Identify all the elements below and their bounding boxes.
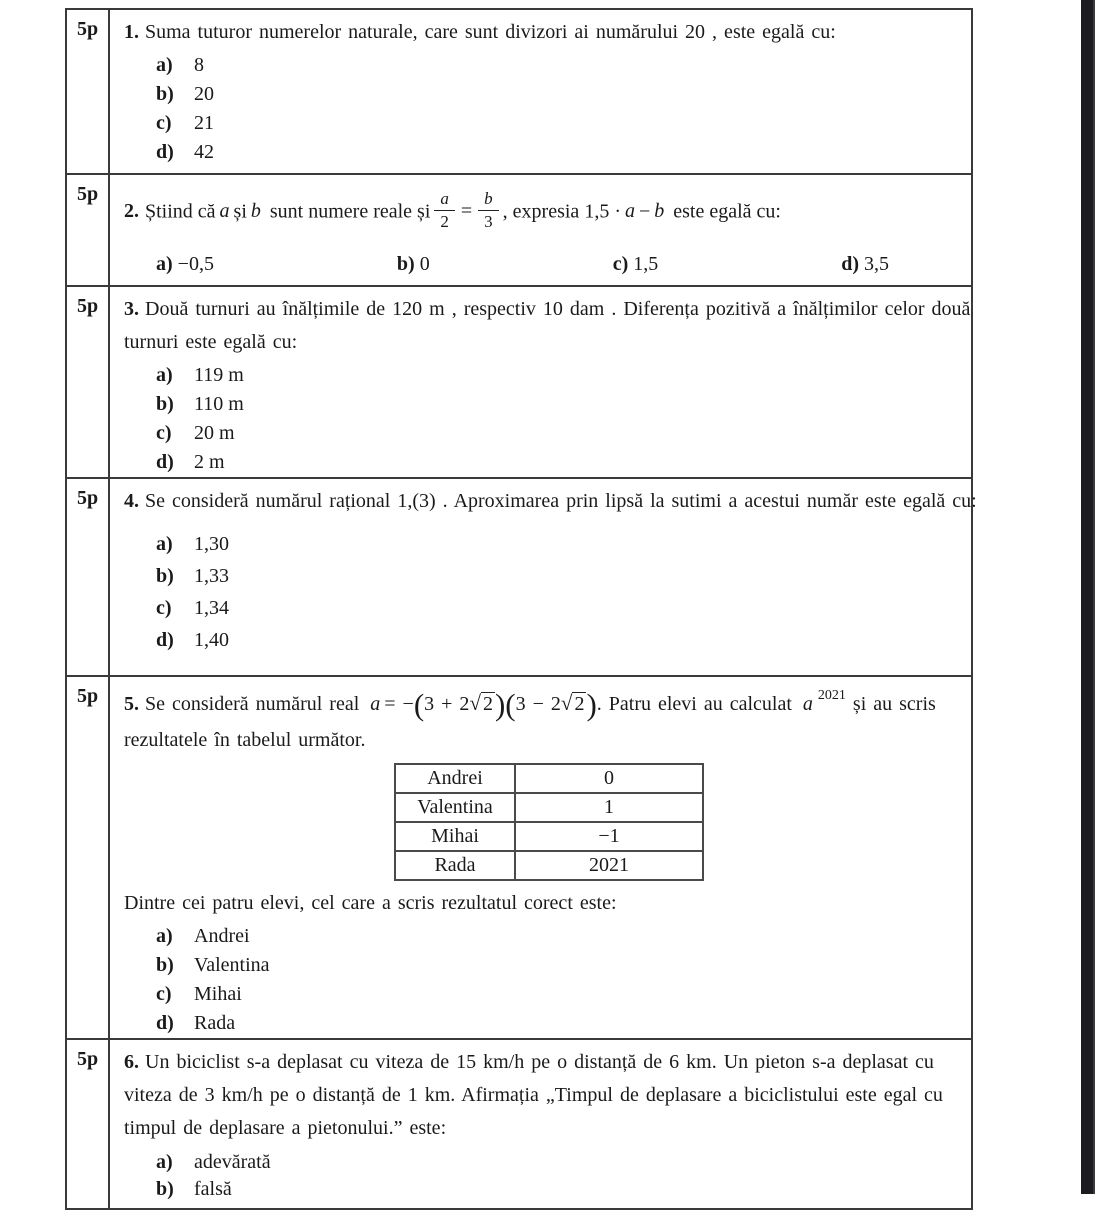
- question-1-options: [124, 51, 959, 167]
- option-row: [124, 1149, 959, 1176]
- option-row: [124, 390, 970, 419]
- math-var-a: a: [370, 692, 381, 715]
- option-text: 1,30: [194, 532, 229, 555]
- question-row-5: [67, 677, 971, 1040]
- points-cell-1: 5p: [67, 10, 110, 173]
- question-2-number: 2.: [124, 200, 139, 223]
- question-row-1: [67, 10, 971, 175]
- math-power-exponent: 2021: [817, 688, 846, 704]
- option-letter: a): [156, 252, 173, 275]
- option-row: [124, 980, 959, 1009]
- question-6-text-line1: 6. Un biciclist s-a deplasat cu viteza de 15 km/h pe o distanță de 6 km. Un pieton s-a deplasat cu: [124, 1050, 934, 1073]
- close-paren: ): [494, 686, 506, 722]
- question-cell-2: [110, 175, 971, 285]
- option-letter: a): [156, 532, 173, 555]
- option-text: 119 m: [194, 363, 244, 386]
- option-text: 20 m: [194, 421, 235, 444]
- question-2-text: 2. Știind că a și b sunt numere reale și $\frac{a}{2}$ = $\frac{b}{3}$ , expresia 1,5 · a − b este egală cu:: [124, 189, 781, 232]
- option-text: adevărată: [194, 1150, 271, 1173]
- option-letter: d): [841, 252, 859, 275]
- option-row: [124, 1176, 959, 1203]
- exam-table: [65, 8, 977, 1210]
- question-6-text-line3: timpul de deplasare a pietonului.” este:: [124, 1116, 447, 1139]
- question-6-text-line2: viteza de 3 km/h pe o distanță de 1 km. Afirmația „Timpul de deplasare a biciclistului este egal cu: [124, 1083, 943, 1106]
- option-letter: b): [156, 953, 174, 976]
- math-power-base: a: [802, 692, 813, 715]
- option-text: 1,40: [194, 628, 229, 651]
- option-row: [124, 138, 959, 167]
- student-name: Valentina: [395, 793, 515, 822]
- option-row: [124, 560, 977, 592]
- fraction-a-over-2: $\frac{a}{2}$: [434, 189, 455, 233]
- option-text: 21: [194, 112, 214, 134]
- option-text: −0,5: [177, 252, 214, 275]
- option-row: [124, 528, 977, 560]
- option-row: [124, 80, 959, 109]
- student-result: 1: [515, 793, 703, 822]
- option-letter: c): [612, 252, 629, 275]
- option-text: 3,5: [864, 252, 889, 275]
- option-text: 42: [194, 141, 214, 163]
- radical-sign: √: [469, 690, 481, 715]
- question-6-options: [124, 1149, 959, 1203]
- question-1-number: 1.: [124, 21, 139, 43]
- option-letter: b): [156, 83, 174, 105]
- option-text: 1,34: [194, 596, 229, 619]
- option-letter: d): [156, 450, 174, 473]
- scan-edge-strip: [1081, 0, 1095, 1194]
- option-row: [124, 51, 959, 80]
- table-row: [395, 851, 703, 880]
- option-text: falsă: [194, 1177, 232, 1200]
- option-row: [124, 951, 959, 980]
- option-row: [124, 592, 977, 624]
- table-row: [395, 764, 703, 793]
- option-text: 2 m: [194, 450, 225, 473]
- table-row: [395, 822, 703, 851]
- question-row-4: [67, 479, 977, 677]
- question-2-options: [124, 249, 959, 285]
- question-5-text-line2: rezultatele în tabelul următor.: [124, 728, 366, 751]
- student-result: 0: [515, 764, 703, 793]
- option-letter: d): [156, 1011, 174, 1034]
- points-cell-5: 5p: [67, 677, 110, 1038]
- question-row-3: [67, 287, 971, 479]
- option-text: Andrei: [194, 924, 250, 947]
- question-1-text: 1. Suma tuturor numerelor naturale, care sunt divizori ai numărului 20 , este egală cu:: [124, 21, 836, 43]
- student-name: Mihai: [395, 822, 515, 851]
- points-cell-2: 5p: [67, 175, 110, 285]
- question-5-number: 5.: [124, 692, 139, 715]
- option-row: [124, 922, 959, 951]
- equals-sign: =: [460, 200, 473, 223]
- math-expression: 1,5 ·: [584, 200, 621, 223]
- option-row: [124, 1009, 959, 1038]
- option-row: [124, 361, 970, 390]
- option-letter: b): [396, 252, 415, 275]
- option-text: Mihai: [194, 982, 242, 1005]
- question-4-text: 4. Se consideră numărul rațional 1,(3) . Aproximarea prin lipsă la sutimi a acestui număr este egală cu:: [124, 489, 977, 512]
- math-var-a: a: [219, 200, 230, 223]
- option-text: 0: [419, 252, 430, 275]
- question-row-2: [67, 175, 971, 287]
- option-text: Rada: [194, 1011, 236, 1034]
- student-name: Andrei: [395, 764, 515, 793]
- question-cell-4: [110, 479, 989, 675]
- student-result: −1: [515, 822, 703, 851]
- open-paren: (: [413, 686, 425, 722]
- question-cell-5: [110, 677, 971, 1038]
- question-4-number: 4.: [124, 489, 139, 512]
- option-letter: d): [156, 141, 174, 163]
- question-cell-6: [110, 1040, 971, 1208]
- option-row: [124, 448, 970, 477]
- question-cell-1: [110, 10, 971, 173]
- question-4-options: [124, 528, 977, 656]
- question-5-text-line1: 5. Se consideră numărul real a = −(3 + 2√ 2)(3 − 2√ 2). Patru elevi au calculat a $^{2021}$ și au scris: [124, 686, 936, 722]
- option-letter: a): [156, 1150, 173, 1173]
- question-6-number: 6.: [124, 1050, 139, 1073]
- results-table: [394, 763, 704, 881]
- question-row-6: [67, 1040, 971, 1208]
- option-text: Valentina: [194, 953, 270, 976]
- option-letter: a): [156, 924, 173, 947]
- option-text: 1,33: [194, 564, 229, 587]
- option-letter: c): [156, 596, 172, 619]
- option-row: [124, 624, 977, 656]
- option-row: [613, 249, 659, 279]
- option-row: [156, 249, 214, 279]
- option-text: 8: [194, 54, 204, 76]
- option-letter: a): [156, 363, 173, 386]
- fraction-b-over-3: $\frac{b}{3}$: [478, 189, 499, 233]
- option-row: [124, 109, 959, 138]
- close-paren: ): [586, 686, 597, 722]
- table-row: [395, 793, 703, 822]
- option-letter: c): [156, 982, 172, 1005]
- option-letter: d): [156, 628, 174, 651]
- radical-sign: √: [560, 690, 573, 715]
- option-text: 110 m: [194, 392, 244, 415]
- option-letter: b): [156, 1177, 174, 1200]
- student-name: Rada: [395, 851, 515, 880]
- option-row: [397, 249, 430, 279]
- question-3-text-line1: 3. Două turnuri au înălțimile de 120 m , respectiv 10 dam . Diferența pozitivă a înălțimilor celor două: [124, 297, 971, 320]
- question-cell-3: [110, 287, 982, 477]
- points-cell-4: 5p: [67, 479, 110, 675]
- radicand: 2: [482, 692, 493, 715]
- student-result: 2021: [515, 851, 703, 880]
- option-letter: c): [156, 421, 172, 444]
- question-5-after-table: Dintre cei patru elevi, cel care a scris rezultatul corect este:: [124, 891, 617, 914]
- option-row: [124, 419, 970, 448]
- option-row: [841, 249, 889, 279]
- option-letter: c): [156, 112, 172, 134]
- option-text: 1,5: [633, 252, 659, 275]
- open-paren: (: [505, 686, 516, 722]
- option-letter: a): [156, 54, 173, 76]
- radicand: 2: [574, 692, 585, 715]
- question-5-options: [124, 922, 959, 1038]
- math-var-b: b: [250, 200, 261, 223]
- option-letter: b): [156, 564, 174, 587]
- question-3-options: [124, 361, 970, 477]
- option-text: 20: [194, 83, 214, 105]
- points-cell-6: 5p: [67, 1040, 110, 1208]
- points-cell-3: 5p: [67, 287, 110, 477]
- option-letter: b): [156, 392, 174, 415]
- question-3-number: 3.: [124, 297, 139, 320]
- question-3-text-line2: turnuri este egală cu:: [124, 330, 298, 353]
